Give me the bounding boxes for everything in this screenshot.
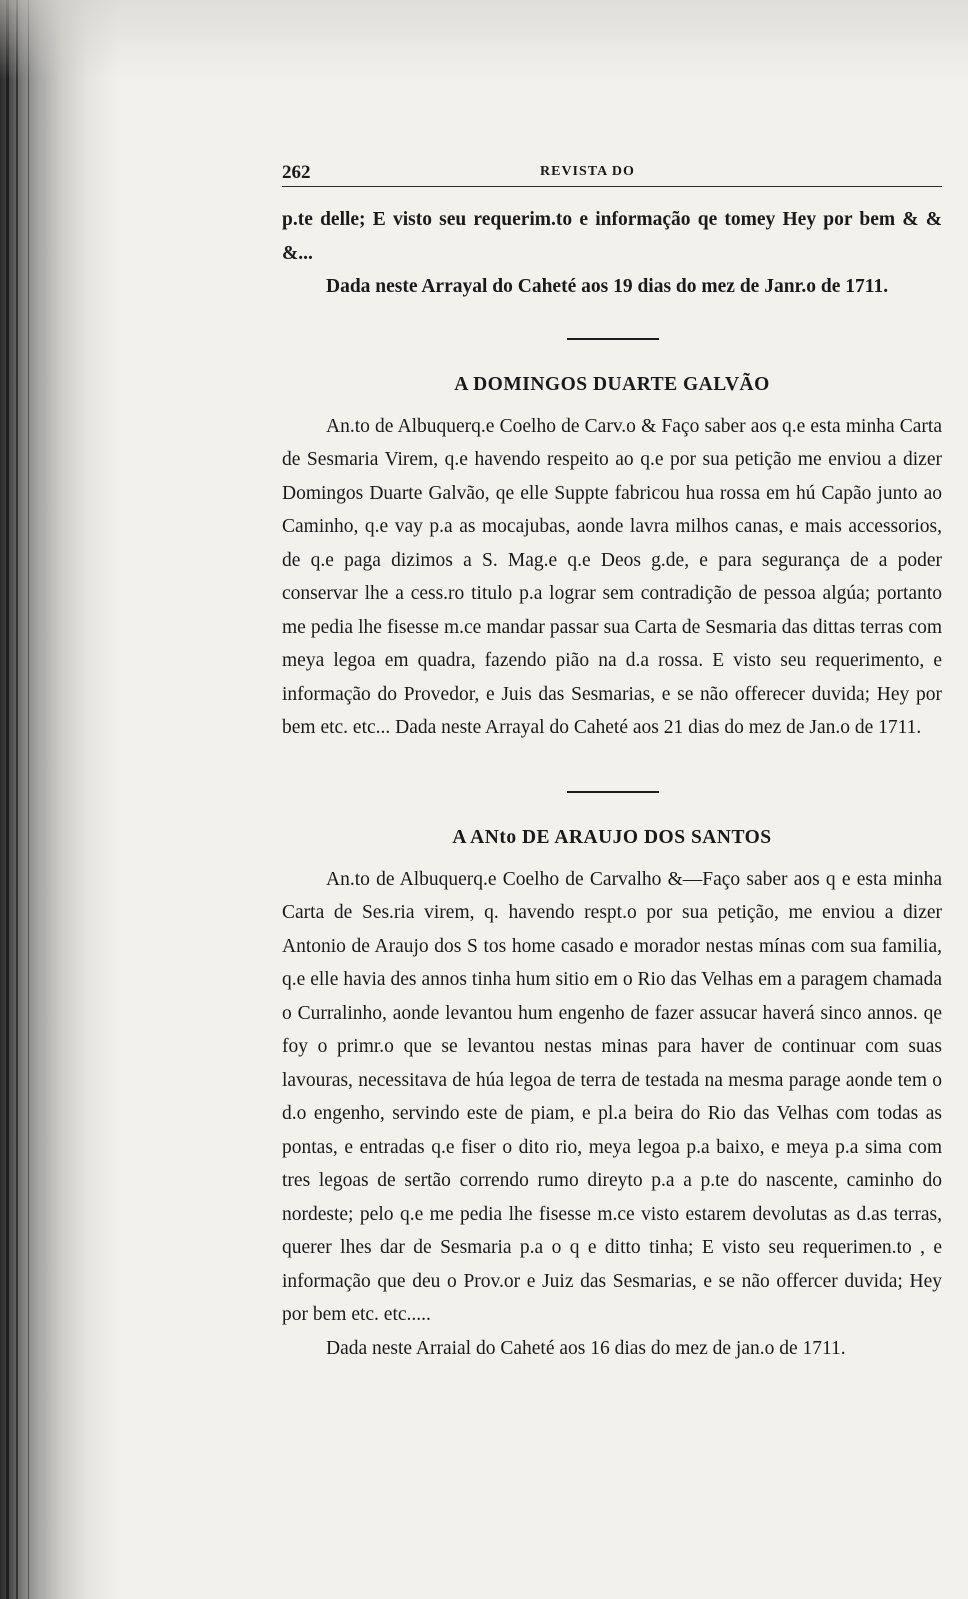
- section-body: An.to de Albuquerq.e Coelho de Carvalho &—Faço saber aos q e esta minha Carta de Ses.ria virem, q. havendo respt.o por sua petição, me enviou a dizer Antonio de Araujo dos S tos home casado e morador nestas mínas com sua familia, q.e elle havia des annos tinha hum sitio em o Rio das Velhas em a paragem chamada o Curralinho, aonde levantou hum engenho de fazer assucar haverá sinco annos. qe foy o primr.o que se levantou nestas minas para haver de continuar com suas lavouras, necessitava de húa legoa de terra de testada na mesma parage aonde tem o d.o engenho, servindo este de piam, e pl.a beira do Rio das Velhas com todas as pontas, e entradas q.e fiser o dito rio, meya legoa p.a baixo, e meya p.a sima com tres legoas de sertão correndo rumo direyto p.a a p.te do nascente, caminho do nordeste; pelo q.e me pedia lhe fisesse m.ce visto estarem devolutas as d.as terras, querer lhes dar de Sesmaria p.a o q e ditto tinha; E visto seu requerimen.to , e informação que deu o Prov.or e Juiz das Sesmarias, e se não offercer duvida; Hey por bem etc. etc.....: [282, 868, 942, 1325]
- section-title: A ANto DE ARAUJO DOS SANTOS: [452, 826, 772, 848]
- running-head: REVISTA DO: [540, 164, 635, 179]
- binding-line: [28, 0, 29, 1599]
- section-body: An.to de Albuquerq.e Coelho de Carv.o & Faço saber aos q.e esta minha Carta de Sesmaria Virem, q.e havendo respeito ao q.e por sua petição me enviou a dizer Domingos Duarte Galvão, qe elle Suppte fabricou hua rossa em hú Capão junto ao Caminho, q.e vay p.a as mocajubas, aonde lavra milhos canas, e mais accessorios, de q.e paga dizimos a S. Mag.e q.e Deos g.de, e para segurança de a poder conservar lhe a cess.ro titulo p.a lograr sem contradição de pessoa algúa; portanto me pedia lhe fisesse m.ce mandar passar sua Carta de Sesmaria das dittas terras com meya legoa em quadra, fazendo pião na d.a rossa. E visto seu requerimento, e informação do Provedor, e Juis das Sesmarias, e se não offerecer duvida; Hey por bem etc. etc... Dada neste Arrayal do Caheté aos 21 dias do mez de Jan.o de 1711.: [282, 415, 942, 738]
- intro-continuation: p.te delle; E visto seu requerim.to e informação qe tomey Hey por bem & & &...: [282, 209, 942, 264]
- binding-line: [16, 0, 18, 1599]
- binding-line: [6, 0, 9, 1599]
- scan-shadow: [0, 0, 968, 80]
- book-gutter: [0, 0, 120, 1599]
- page-number: 262: [282, 162, 311, 183]
- document-page: [282, 160, 942, 1365]
- page-header: [282, 160, 942, 187]
- section-title: A DOMINGOS DUARTE GALVÃO: [454, 373, 770, 395]
- section-closing: Dada neste Arraial do Caheté aos 16 dias do mez de jan.o de 1711.: [326, 1337, 846, 1359]
- intro-date-line: Dada neste Arrayal do Caheté aos 19 dias do mez de Janr.o de 1711.: [326, 276, 889, 297]
